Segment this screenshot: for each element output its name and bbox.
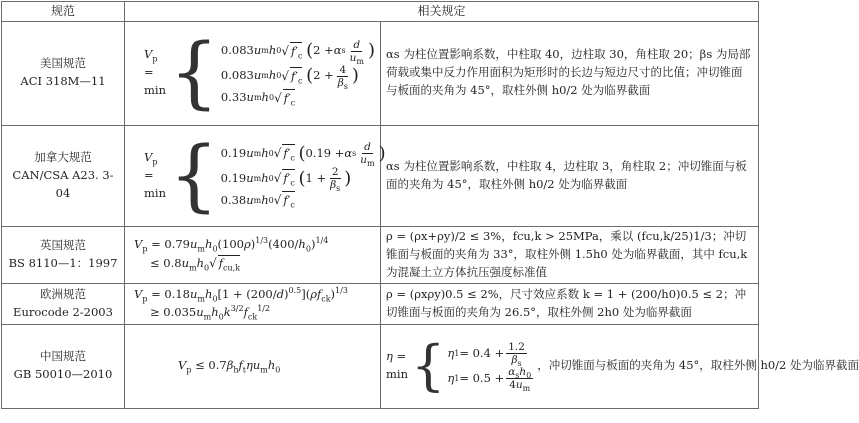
code-comparison-table [1, 1, 859, 409]
eta-tail-text: ，冲切锥面与板面的夹角为 45°，取柱外侧 h0/2 处为临界截面 [537, 358, 859, 373]
formula-bs: $V_p = 0.79u_mh_0(100\rho)^{1/3}(400/h_0)^{1/4}$ ≤ $0.8u_mh_0√$ $f_{cu,k}$ [134, 236, 329, 273]
provision-text: αs 为柱位置影响系数，中柱取 4，边柱取 3，角柱取 2；冲切锥面与板面的夹角为 45°，取柱外侧 h0/2 处为临界截面 [381, 125, 759, 226]
formula-cell [125, 324, 381, 408]
spec-code: CAN/CSA A23. 3-04 [12, 167, 114, 200]
table-row [2, 226, 759, 283]
table-row [2, 125, 759, 226]
formula-cell [125, 21, 381, 125]
provision-text: ρ = (ρxρy)0.5 ≤ 2%，尺寸效应系数 k = 1 + (200/h0)0.5 ≤ 2；冲切锥面与板面的夹角为 26.5°，取柱外侧 2h0 处为临界截面 [381, 283, 759, 324]
spec-name: 美国规范 [40, 56, 86, 71]
table-row [2, 21, 759, 125]
spec-name-cell [2, 226, 125, 283]
spec-code: ACI 318M—11 [20, 74, 106, 89]
table-row [2, 283, 759, 324]
formula-cell [125, 125, 386, 226]
spec-name-cell [2, 21, 125, 125]
spec-code: BS 8110—1：1997 [8, 255, 118, 270]
provision-text [381, 324, 859, 408]
spec-name: 加拿大规范 [34, 149, 92, 164]
spec-name-cell [2, 283, 125, 324]
formula-aci: $V_p = \min$ { 0.083 u m h 0 √ $f'_c$ ( 2 + α s $\frac{d}{u_m}$ ) 0.083 u m h 0 √ $f'_c$ ( 2 + $\frac{4}{\beta_s}$ ) 0.33 u m h 0 √ $f'_c$ [144, 28, 375, 118]
header-spec: 规范 [2, 2, 125, 22]
formula-cell [125, 226, 381, 283]
spec-name: 欧洲规范 [40, 286, 86, 301]
spec-code: Eurocode 2-2003 [13, 304, 113, 319]
table-row [2, 324, 759, 408]
spec-name: 中国规范 [40, 349, 86, 364]
spec-code: GB 50010—2010 [13, 367, 113, 382]
spec-name-cell [2, 125, 125, 226]
formula-ec2: $V_p = 0.18u_mh_0[1 + (200/d)^{0.5}](\rho f_{ck})^{1/3}$ ≥ $0.035u_mh_0k^{3/2}f_{ck}^{1/2}$ [134, 285, 348, 321]
eta-formula: η = min { η 1 = 0.4 + $\frac{1.2}{\beta_s}$ η 1 = 0.5 + $\frac{\alpha_sh_0}{4u_m}$ ，冲切锥面与板面的夹角为 45°，取柱外侧 h0/2 处为临界截面 [386, 333, 859, 397]
formula-cell [125, 283, 381, 324]
spec-name-cell [2, 324, 125, 408]
header-row [2, 2, 759, 22]
header-provisions: 相关规定 [125, 2, 759, 22]
spec-name: 英国规范 [40, 237, 86, 252]
provision-text: ρ = (ρx+ρy)/2 ≤ 3%，fcu,k > 25MPa，乘以 (fcu,k/25)1/3；冲切锥面与板面的夹角为 33°，取柱外侧 1.5h0 处为临界截面，其中 fcu,k 为混凝土立方体抗压强度标准值 [381, 226, 759, 283]
provision-text: αs 为柱位置影响系数，中柱取 40，边柱取 30，角柱取 20；βs 为局部荷载或集中反力作用面积为矩形时的长边与短边尺寸的比值；冲切锥面与板面的夹角为 45°，取柱外侧 h0/2 处为临界截面 [381, 21, 759, 125]
formula-gb: $V_p \le 0.7\beta_hf_t\eta u_mh_0$ [178, 358, 281, 375]
formula-csa: $V_p = \min$ { 0.19 u m h 0 √ $f'_c$ ( 0.19 + α s $\frac{d}{u_m}$ ) 0.19 u m h 0 √ $f'_c$ ( 1 + $\frac{2}{\beta_s}$ ) 0.38 u m h 0 √ $f'_c$ [144, 130, 386, 221]
